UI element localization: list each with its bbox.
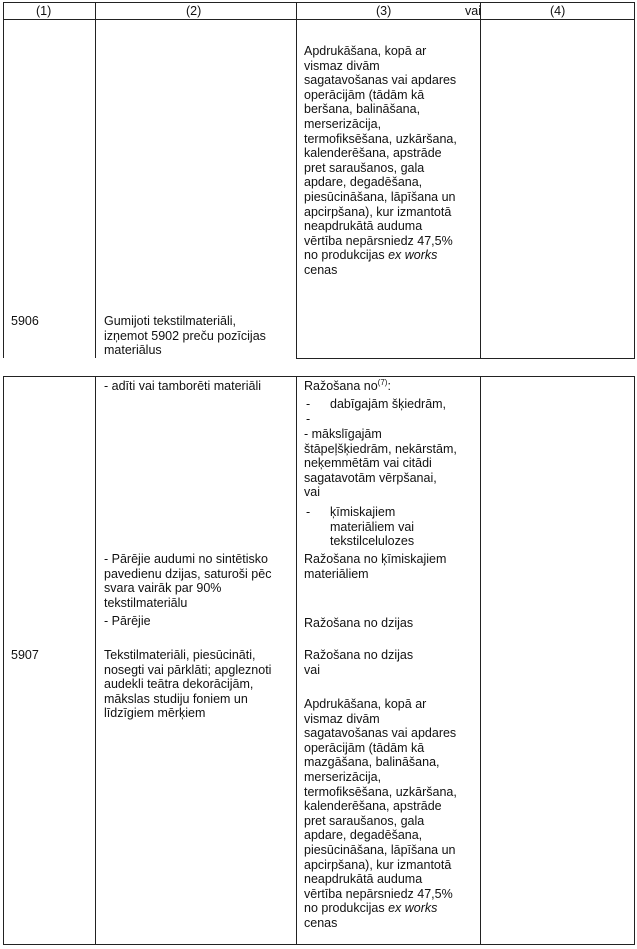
rule-line: neapdrukātā auduma bbox=[304, 872, 423, 887]
rule-synthetic-yarn bbox=[304, 552, 446, 581]
rule-line: sagatavošanas vai apdares bbox=[304, 726, 457, 741]
rule-line: sagatavošanas vai apdares bbox=[304, 73, 457, 88]
rule-chemical-materials bbox=[330, 505, 414, 549]
description-line: tekstilmateriālu bbox=[104, 595, 188, 610]
rule-line: Apdrukāšana, kopā ar bbox=[304, 44, 427, 58]
rule-text: no produkcijas bbox=[304, 248, 389, 263]
ex-works-term: ex works bbox=[388, 248, 438, 263]
description-line: audekli teātra dekorācijām, bbox=[104, 677, 254, 692]
description-line: mākslas studiju foniem un bbox=[104, 691, 248, 706]
rule-line: merserizācija, bbox=[304, 116, 382, 131]
rule-knitted-intro bbox=[304, 379, 391, 394]
rule-line: neķemmētām vai citādi bbox=[304, 456, 432, 471]
bullet-dash: - bbox=[306, 397, 311, 411]
rule-line: operācijām (tādām kā bbox=[304, 87, 425, 102]
rule-line: piesūcināšana, lāpīšana un bbox=[304, 189, 456, 204]
description-line: Gumijoti tekstilmateriāli, bbox=[104, 314, 236, 328]
ex-works-term: ex works bbox=[388, 901, 438, 916]
rule-text: Ražošana no bbox=[304, 379, 378, 393]
rule-line: neapdrukātā auduma bbox=[304, 219, 423, 234]
block1-rule bbox=[304, 44, 457, 278]
col-divider-2 bbox=[95, 376, 96, 945]
col-divider-2 bbox=[95, 2, 96, 358]
header-col4: (4) bbox=[550, 4, 566, 18]
header-bottom-border bbox=[3, 19, 635, 20]
item-other: - Pārējie bbox=[104, 614, 151, 628]
rule-line: apdare, degadēšana, bbox=[304, 175, 423, 190]
col-divider-5 bbox=[634, 2, 635, 359]
rule-text: : bbox=[387, 379, 391, 393]
header-col3: (3) bbox=[376, 4, 392, 18]
description-line: izņemot 5902 preču pozīcijas bbox=[104, 328, 266, 343]
rule-line: termofiksēšana, uzkāršana, bbox=[304, 784, 457, 799]
table1-top-border bbox=[3, 2, 635, 3]
rule-line: mazgāšana, balināšana, bbox=[304, 755, 440, 770]
rule-line: sagatavotām vērpšanai, bbox=[304, 470, 437, 485]
rule-line: termofiksēšana, uzkāršana, bbox=[304, 131, 457, 146]
rule-line bbox=[304, 248, 457, 263]
table2-top-border bbox=[3, 376, 635, 377]
rule-line bbox=[304, 901, 457, 916]
rule-line: Ražošana no ķīmiskajiem bbox=[304, 552, 447, 566]
col-divider-4 bbox=[480, 376, 481, 945]
rule-line: vismaz divām bbox=[304, 58, 380, 73]
description-line: svara vairāk par 90% bbox=[104, 581, 222, 596]
rule-line: beršana, balināšana, bbox=[304, 102, 421, 117]
rule-line: vismaz divām bbox=[304, 711, 380, 726]
header-col2: (2) bbox=[186, 4, 202, 18]
rule-line: kalenderēšana, apstrāde bbox=[304, 146, 442, 161]
rule-line: Ražošana no dzijas bbox=[304, 648, 414, 662]
rule-line: apcirpšana), kur izmantotā bbox=[304, 857, 452, 872]
rule-line: apcirpšana), kur izmantotā bbox=[304, 204, 452, 219]
footnote-ref: (7) bbox=[377, 378, 388, 387]
description-line: nosegti vai pārklāti; apgleznoti bbox=[104, 662, 272, 677]
rule-line: apdare, degadēšana, bbox=[304, 828, 423, 843]
rule-other: Ražošana no dzijas bbox=[304, 616, 414, 630]
rule-line: tekstilcelulozes bbox=[330, 534, 415, 549]
rule-printing-5907 bbox=[304, 697, 457, 931]
header-col1: (1) bbox=[36, 4, 52, 18]
heading-code-5907: 5907 bbox=[11, 648, 39, 662]
rule-line: ķīmiskajiem bbox=[330, 505, 396, 519]
rule-text: no produkcijas bbox=[304, 901, 389, 916]
description-line: - Pārējie audumi no sintētisko bbox=[104, 552, 268, 566]
table2-bottom-border bbox=[3, 944, 635, 945]
rule-line: pret saraušanos, gala bbox=[304, 813, 425, 828]
rule-natural-fibres: dabīgajām šķiedrām, bbox=[330, 397, 447, 411]
rule-line: operācijām (tādām kā bbox=[304, 740, 425, 755]
item-knitted-fabrics: - adīti vai tamborēti materiāli bbox=[104, 379, 262, 393]
col-divider-1 bbox=[3, 376, 4, 945]
rule-line: vai bbox=[304, 485, 320, 500]
table1-bottom-border bbox=[296, 358, 635, 359]
item-synthetic-yarn-fabrics bbox=[104, 552, 271, 610]
rule-line: pret saraušanos, gala bbox=[304, 160, 425, 175]
heading-description-5907 bbox=[104, 648, 271, 721]
heading-code-5906: 5906 bbox=[11, 314, 39, 328]
rule-line: cenas bbox=[304, 915, 338, 930]
rule-line: cenas bbox=[304, 262, 338, 277]
rule-yarn-5907 bbox=[304, 648, 413, 677]
rule-line: - mākslīgajām bbox=[304, 427, 382, 441]
heading-description-5906 bbox=[104, 314, 266, 358]
rule-man-made-fibres bbox=[304, 427, 457, 500]
description-line: Tekstilmateriāli, piesūcināti, bbox=[104, 648, 256, 662]
col-divider-1 bbox=[3, 2, 4, 358]
col-divider-3 bbox=[296, 2, 297, 359]
header-col3-or: vai bbox=[465, 4, 481, 18]
rule-line: kalenderēšana, apstrāde bbox=[304, 799, 442, 814]
rule-line: vērtība nepārsniedz 47,5% bbox=[304, 886, 453, 901]
rule-line: merserizācija, bbox=[304, 769, 382, 784]
col-divider-3 bbox=[296, 376, 297, 945]
bullet-dash: - bbox=[306, 412, 311, 426]
description-line: līdzīgiem mērķiem bbox=[104, 706, 206, 721]
col-divider-4 bbox=[480, 2, 481, 359]
rule-line: materiāliem vai bbox=[330, 519, 415, 534]
description-line: pavedienu dzijas, saturoši pēc bbox=[104, 566, 272, 581]
rule-line: vērtība nepārsniedz 47,5% bbox=[304, 233, 453, 248]
description-line: materiālus bbox=[104, 343, 162, 358]
bullet-dash: - bbox=[306, 505, 311, 519]
rule-line: štāpeļšķiedrām, nekārstām, bbox=[304, 441, 457, 456]
col-divider-5 bbox=[634, 376, 635, 945]
rule-line: vai bbox=[304, 662, 320, 677]
rule-line: materiāliem bbox=[304, 566, 369, 581]
rule-line: piesūcināšana, lāpīšana un bbox=[304, 842, 456, 857]
rule-line: Apdrukāšana, kopā ar bbox=[304, 697, 427, 711]
